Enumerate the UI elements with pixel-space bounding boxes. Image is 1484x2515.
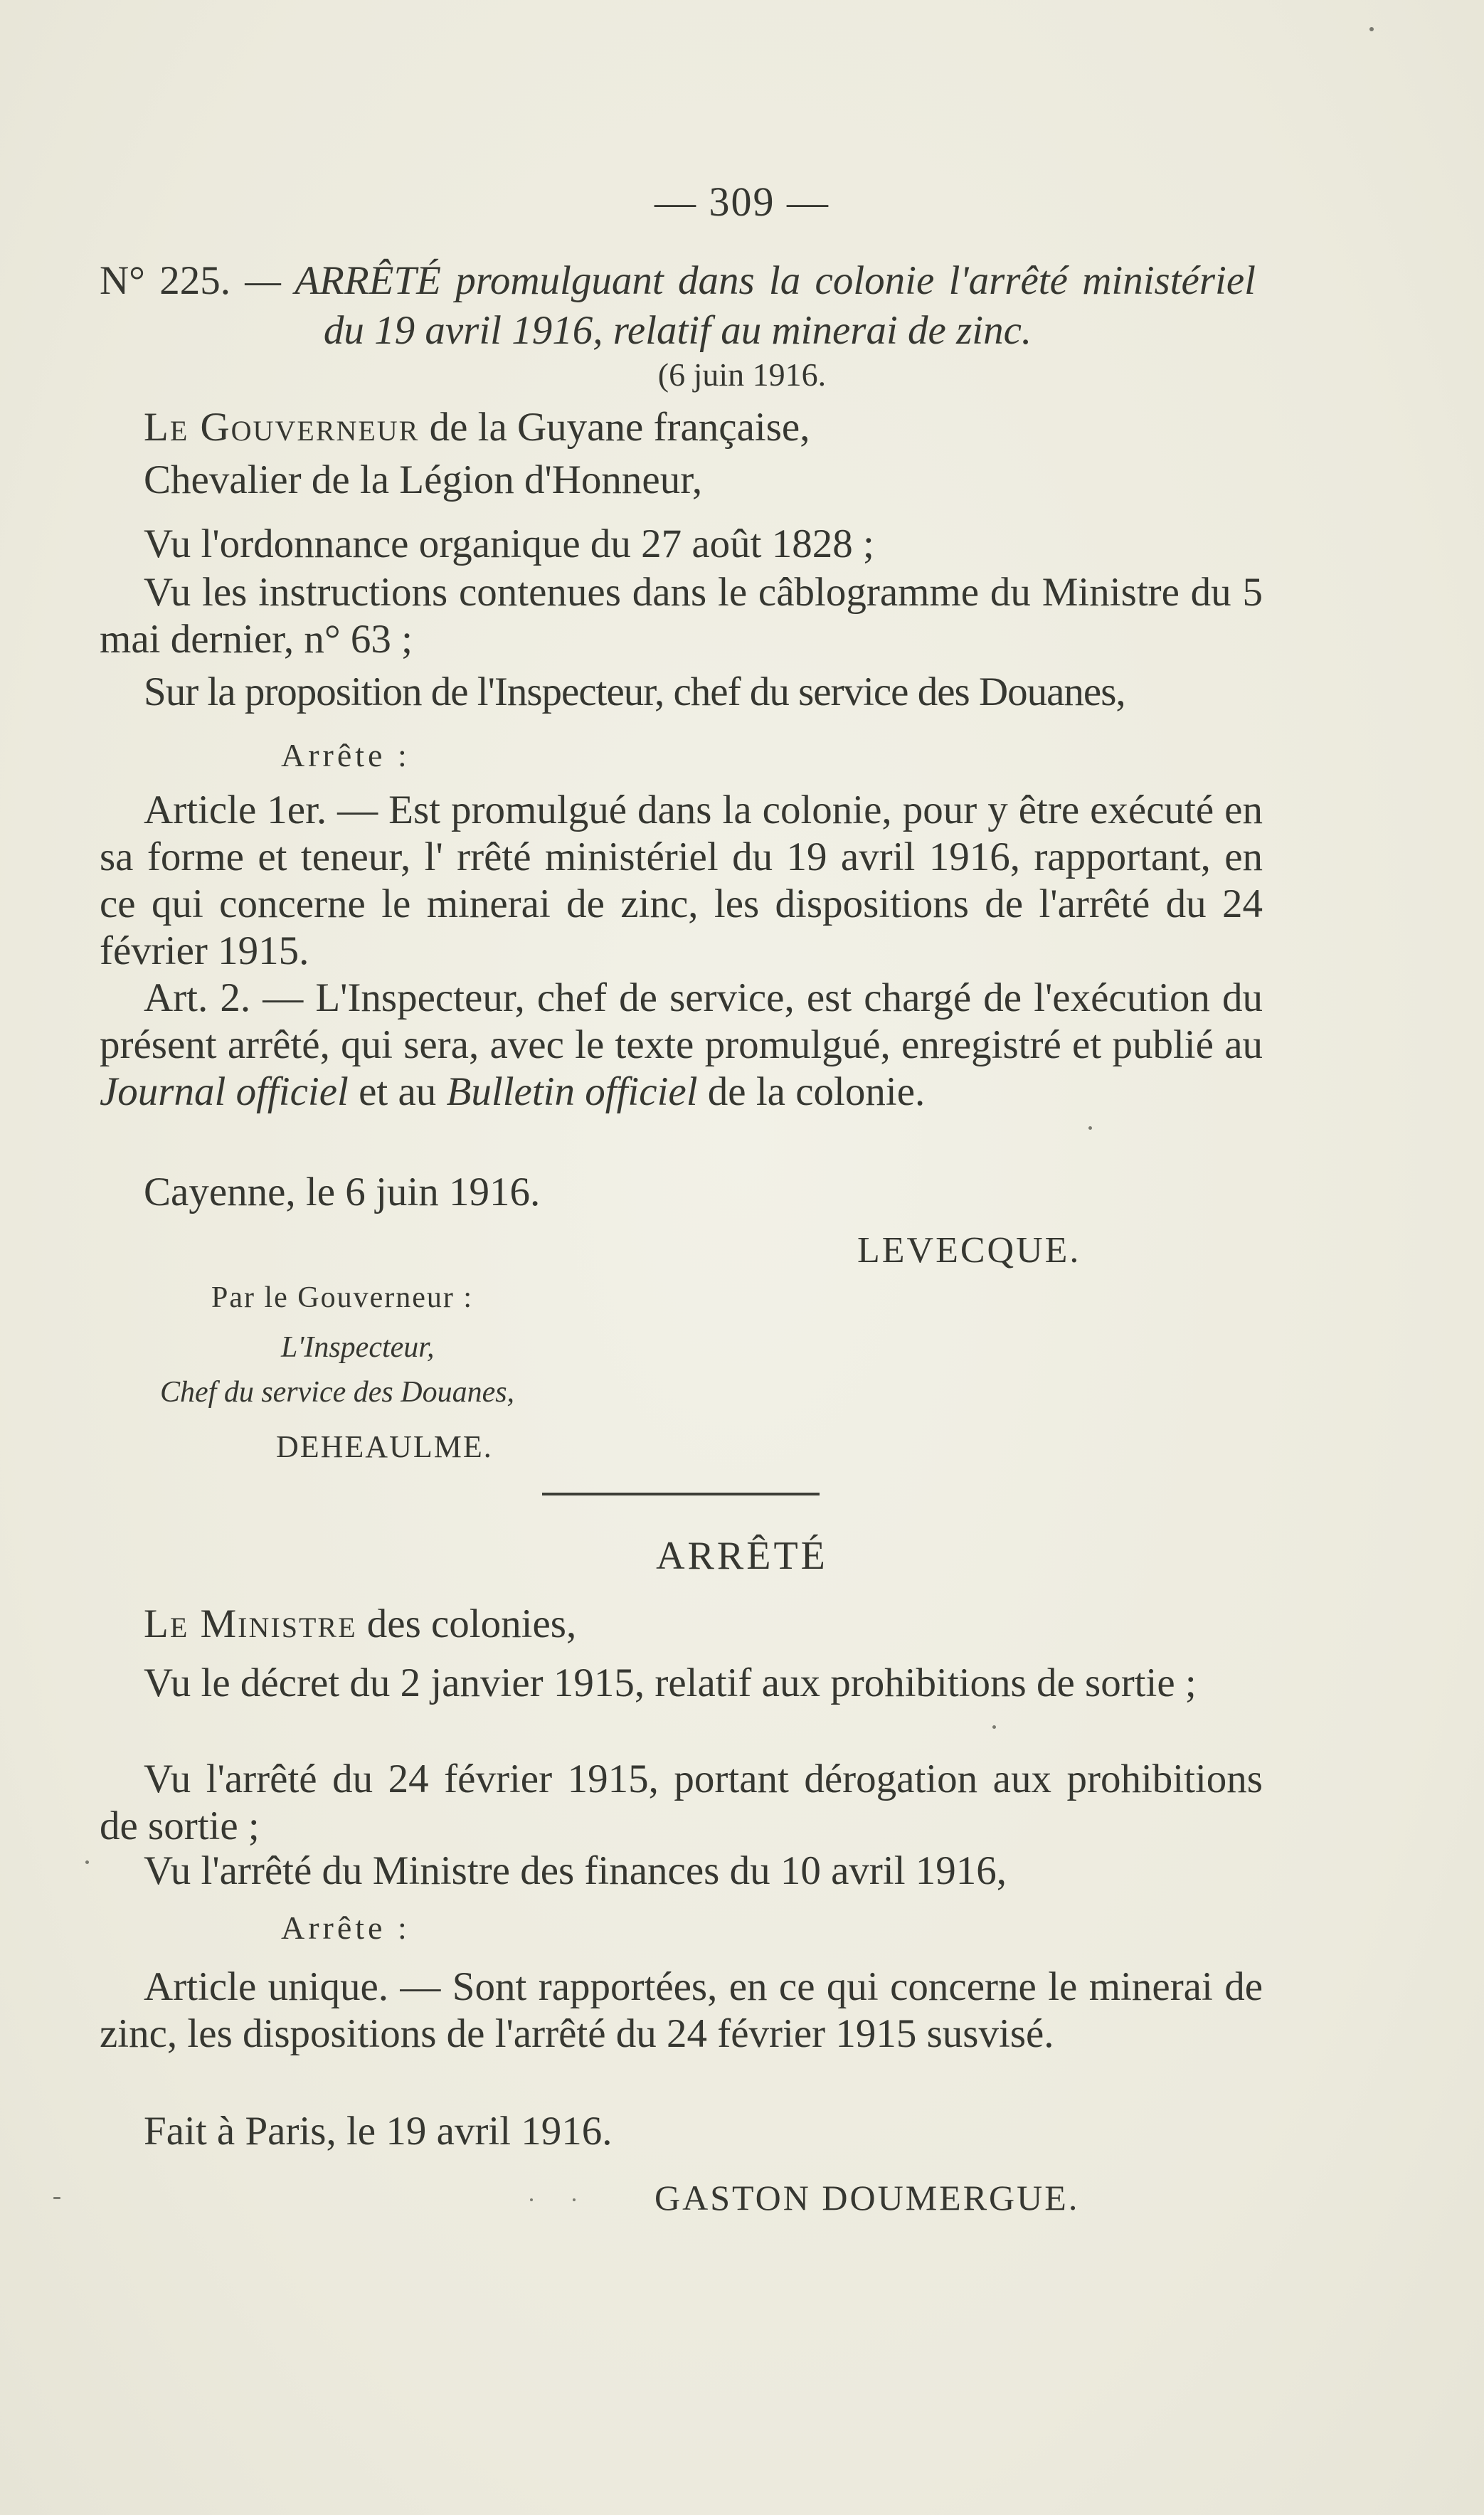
decree-heading [100,256,1256,356]
decree-title: — ARRÊTÉ promulguant dans la colonie l'arrêté ministériel du 19 avril 1916, relatif au minerai de zinc. [245,258,1256,353]
paper-speck [573,2198,576,2201]
decree-date: (6 juin 1916. [657,356,827,393]
vu-arrete-fevrier: Vu l'arrêté du 24 février 1915, portant dérogation aux prohibitions de sortie ; [100,1757,1263,1848]
sur-proposition: Sur la proposition de l'Inspecteur, chef du service des Douanes, [144,669,1125,714]
article-1: Article 1er. — Est promulgué dans la colonie, pour y être exécuté en sa forme et teneur, l' rrêté ministériel du 19 avril 1916, rapportant, en ce qui concerne le minerai de zinc, les dispositions de l'arrêté du 24 février 1915. [100,788,1263,973]
par-le-gouverneur: Par le Gouverneur : [211,1281,474,1314]
chef-service: Chef du service des Douanes, [160,1376,515,1409]
governor-caps: Le Gouverneur [144,405,420,450]
vu-decret: Vu le décret du 2 janvier 1915, relatif aux prohibitions de sortie ; [144,1661,1197,1705]
vu-ordonnance: Vu l'ordonnance organique du 27 août 1828 ; [144,521,874,566]
place-date-paris: Fait à Paris, le 19 avril 1916. [144,2109,613,2154]
governor-rest: de la Guyane française, [429,405,810,450]
separator-rule [542,1493,820,1495]
intro-ministre [100,1601,1307,1648]
signature-doumergue: GASTON DOUMERGUE. [654,2178,1080,2218]
journal-officiel: Journal officiel [100,1069,349,1114]
arrete-label-2: Arrête : [281,1910,410,1946]
et-au: et au [359,1069,437,1114]
decree-number: N° 225. [100,258,230,303]
article-2-end: de la colonie. [707,1069,926,1114]
arrete-title: ARRÊTÉ [656,1534,828,1578]
ministre-caps: Le Ministre [144,1601,357,1646]
place-date-cayenne: Cayenne, le 6 juin 1916. [144,1170,541,1214]
paper-speck [85,1860,89,1864]
article-unique: Article unique. — Sont rapportées, en ce qui concerne le minerai de zinc, les dispositions de l'arrêté du 24 février 1915 susvisé. [100,1964,1263,2056]
ministre-rest: des colonies, [366,1601,577,1646]
intro-governor [100,404,1307,451]
article-2-start: Art. 2. — L'Inspecteur, chef de service, est chargé de l'exécution du présent arrêté, qui sera, avec le texte promulgué, enregistré et publié au [100,975,1263,1067]
vu-instructions: Vu les instructions contenues dans le câblogramme du Ministre du 5 mai dernier, n° 63 ; [100,570,1263,662]
paper-speck [992,1725,996,1729]
page-number: — 309 — [654,179,830,225]
bulletin-officiel: Bulletin officiel [446,1069,698,1114]
inspecteur-title: L'Inspecteur, [281,1331,435,1364]
article-2 [100,975,1263,1116]
paper-speck [53,2197,60,2199]
paper-speck [1369,27,1374,31]
paper-speck [1088,1126,1092,1130]
vu-arrete-ministre: Vu l'arrêté du Ministre des finances du 10 avril 1916, [144,1848,1007,1893]
paper-speck [530,2198,533,2201]
inspecteur-name: DEHEAULME. [276,1429,493,1464]
intro-chevalier: Chevalier de la Légion d'Honneur, [144,457,703,502]
signature-levecque: LEVECQUE. [857,1230,1081,1271]
arrete-label-1: Arrête : [281,737,410,773]
